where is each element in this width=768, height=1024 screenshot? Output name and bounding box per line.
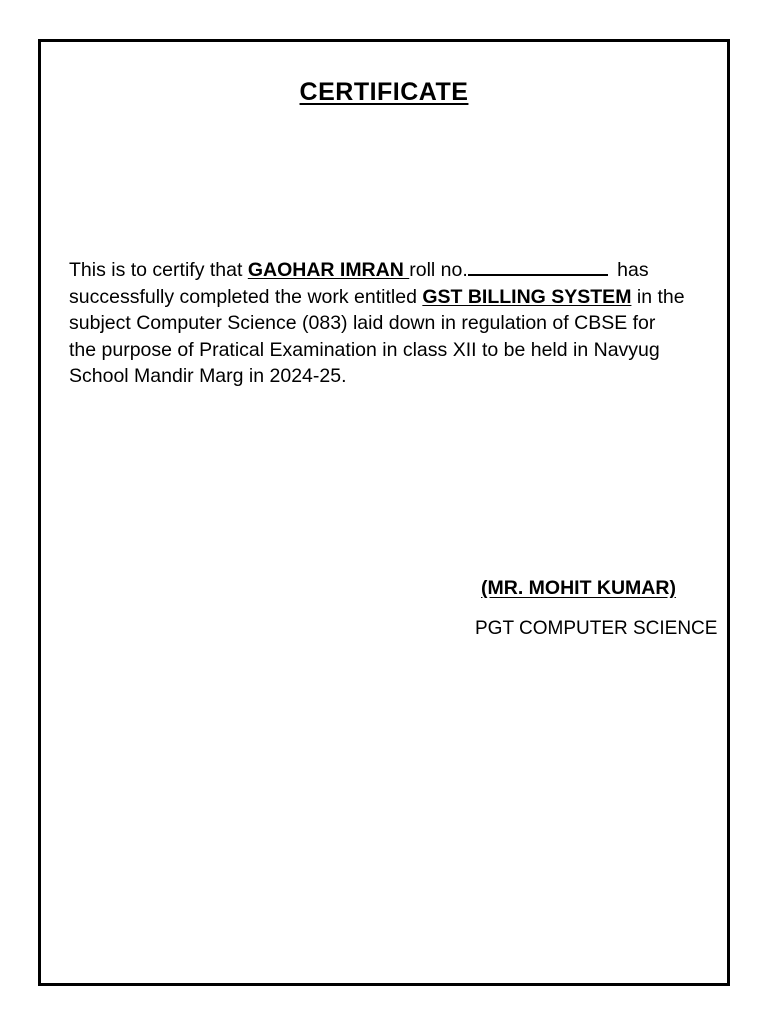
body-line-2 [69, 284, 724, 311]
certificate-title-text: CERTIFICATE [299, 78, 469, 106]
roll-label: roll no. [409, 259, 468, 281]
body-line-1-suffix: has [611, 259, 649, 281]
certificate-body [69, 256, 724, 390]
roll-number-blank [468, 256, 608, 276]
body-line-1 [69, 256, 724, 284]
certificate-title [0, 78, 768, 107]
page-border [38, 39, 730, 986]
body-line-1-prefix: This is to certify that [69, 259, 248, 281]
project-title: GST BILLING SYSTEM [422, 285, 632, 308]
student-name: GAOHAR IMRAN [247, 259, 410, 281]
body-line-3: subject Computer Science (083) laid down in regulation of CBSE for [69, 312, 656, 334]
body-line-5: School Mandir Marg in 2024-25. [69, 365, 347, 387]
signatory-name: (MR. MOHIT KUMAR) [481, 577, 676, 599]
signatory-role: PGT COMPUTER SCIENCE [475, 618, 718, 639]
body-line-4: the purpose of Pratical Examination in class XII to be held in Navyug [69, 338, 660, 361]
body-line-2-suffix: in the [631, 285, 685, 308]
body-line-2-prefix: successfully completed the work entitled [69, 285, 423, 308]
